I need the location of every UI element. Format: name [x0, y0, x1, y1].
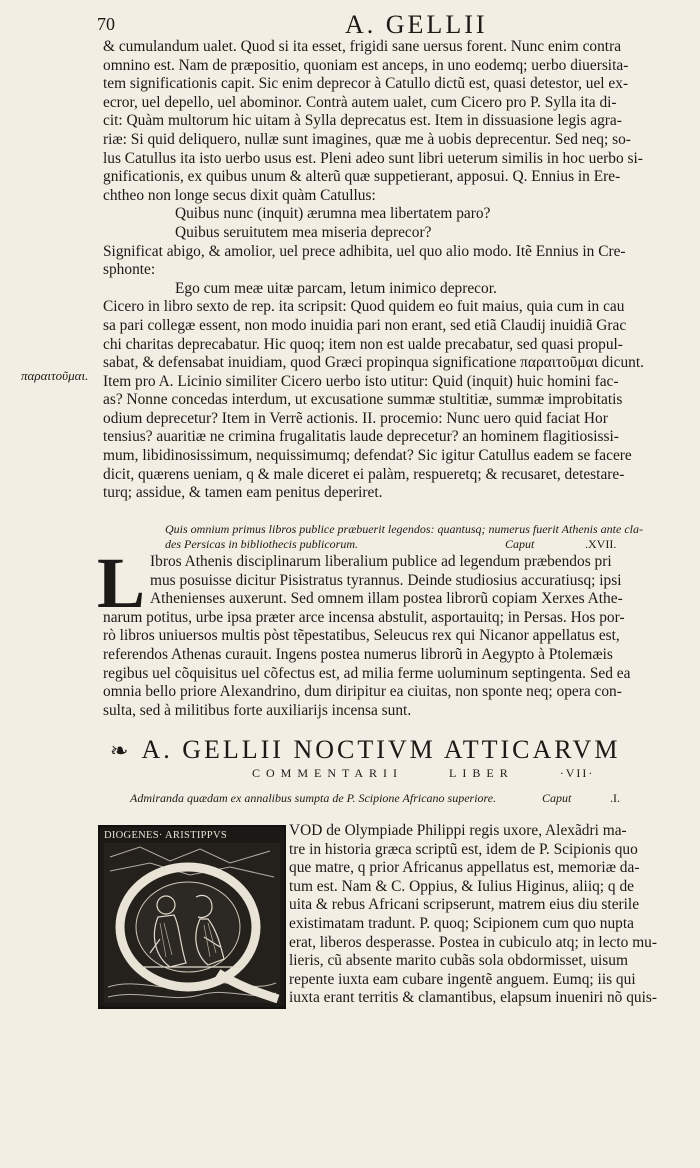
chapter-16-text [103, 38, 683, 503]
text-line: uita & rebus Africani scripserunt, matrem eius diu sterile [289, 896, 640, 914]
text-line: repente iuxta eam cubare ingentẽ anguem. Eumq; iis qui [289, 970, 636, 988]
text-line: Ibros Athenis disciplinarum liberalium publice ad legendum præbendos pri [150, 553, 612, 570]
woodcut-initial-q [98, 825, 286, 1009]
book-title [110, 735, 690, 765]
woodcut-label: DIOGENES· ARISTIPPVS [104, 830, 227, 841]
subtitle-word: LIBER [449, 766, 514, 780]
subtitle-word: ·VII· [559, 766, 595, 780]
text-line: referendos Athenas curauit. Ingens postea numerus librorũ in Aegypto à Ptolemæis [103, 645, 613, 663]
text-line: chtheo non longe secus dixit quàm Catullus: [103, 186, 376, 204]
text-line: turq; assidue, & tamen eam penitus deperiret. [103, 484, 383, 502]
fleuron-icon: ❧ [110, 738, 132, 763]
text-line: odium deprecetur? Item in Verrẽ actionis. II. procemio: Nunc uero quid faciat Hor [103, 409, 608, 427]
chapter-17-text [103, 553, 684, 720]
text-line: sabat, & defensabat inuidiam, quod Græci propinqua significatione παραιτοῦμαι dicunt. [103, 354, 644, 372]
text-line: lus Catullus ita isto uerbo usus est. Pleni adeo sunt libri ueterum similis in hoc uerbo si- [103, 149, 643, 167]
text-line: rò libros uniuersos multis pòst tẽpestatibus, Seleucus rex qui Nicanor appellatus est, [103, 627, 620, 645]
text-line: Cicero in libro sexto de rep. ita scripsit: Quod quidem eo fuit maius, quia cum in cau [103, 298, 625, 316]
text-line: Item pro A. Licinio similiter Cicero uerbo isto utitur: Quid (inquit) huic homini fac- [103, 372, 619, 390]
chapter-heading-line: des Persicas in bibliothecis publicorum. [165, 537, 358, 551]
verse-line: Ego cum meæ uitæ parcam, letum inimico deprecor. [175, 279, 497, 297]
running-head [97, 10, 687, 40]
text-line: lieris, cũ absente marito cubãs sola obdormisset, uisum [289, 952, 628, 970]
text-line: omnia bello priore Alexandrino, dum diripitur ea ciuitas, non sponte neq; opera con- [103, 683, 622, 701]
caput-label: Caput [505, 537, 535, 551]
chapter-17-heading [165, 522, 685, 552]
text-line: erat, liberos desperasse. Postea in cubiculo atq; in lecto mu- [289, 933, 657, 951]
verse-line: Quibus seruitutem mea miseria deprecor? [175, 223, 432, 241]
caput-label: Caput [542, 791, 572, 805]
text-line: as? Nonne concedas interdum, ut excusatione summæ stultitiæ, summæ improbitatis [103, 391, 623, 409]
page-number: 70 [97, 14, 115, 34]
greek-margin-note: παραιτοῦμαι. [21, 368, 89, 383]
chapter-heading-line: Admiranda quædam ex annalibus sumpta de P. Scipione Africano superiore. [130, 791, 497, 805]
text-line: mus posuisse dicitur Pisistratus tyrannus. Deinde studiosius accuratiusq; ipsi [150, 571, 622, 589]
book-title-text: A. GELLII NOCTIVM ATTICARVM [141, 735, 621, 764]
text-line: cit: Quàm multorum hic uitam à Sylla deprecatus est. Item in dissuasione legis agra- [103, 112, 622, 130]
subtitle-word: COMMENTARII [252, 766, 404, 780]
text-line: sa pari collegæ essent, non modo inuidia pari non erant, sed etiã Claudij inuidiã Grac [103, 316, 627, 334]
verse-line: Quibus nunc (inquit) ærumna mea libertatem paro? [175, 205, 491, 223]
text-line: dicit, quærens ueniam, q & male diceret ei palàm, respueretq; & recusaret, detestare- [103, 465, 625, 483]
text-line: VOD de Olympiade Philippi regis uxore, Alexãdri ma- [289, 822, 627, 839]
woodcut-illustration-icon [100, 827, 284, 1007]
text-line: chi charitas deprecabatur. Hic quoq; item non est ualde precabatur, sed quasi propul- [103, 335, 623, 353]
text-line: ecror, uel depello, uel abominor. Contrà autem ualet, cum Cicero pro P. Sylla ita di- [103, 93, 617, 111]
running-title: A. GELLII [345, 10, 488, 39]
text-line: & cumulandum ualet. Quod si ita esset, frigidi sane uersus forent. Nunc enim contra [103, 38, 622, 55]
chapter-1-text [289, 822, 685, 1008]
caput-number: .I. [610, 791, 620, 805]
text-line: sulta, sed à militibus forte auxiliarijs incensa sunt. [103, 701, 412, 719]
book-subtitle [252, 766, 692, 781]
text-line: riæ: Si quid deliquero, nullæ sunt imagines, quæ me à uobis deprecentur. Sed neq; so- [103, 130, 631, 148]
text-line: sphonte: [103, 261, 156, 279]
text-line: narum potitus, urbe ipsa præter arce incensa abstulit, asportauitq; in Persas. Hos por- [103, 608, 625, 626]
caput-number: .XVII. [585, 537, 617, 551]
text-line: Athenienses auxerunt. Sed omnem illam postea librorũ copiam Xerxes Athe- [150, 590, 623, 608]
text-line: mum, libidinosissimum, nequissimumq; defendat? Sic igitur Catullus eadem se facere [103, 447, 632, 465]
drop-cap-initial: L [97, 543, 146, 623]
text-line: tre in historia græca scriptũ est, idem de P. Scipionis quo [289, 840, 638, 858]
text-line: iuxta erant territis & clamantibus, elapsum inueniri nõ quis- [289, 989, 658, 1007]
text-line: omnino est. Nam de præpositio, quoniam est anceps, in uno eodemq; uerbo diuersita- [103, 56, 629, 74]
text-line: que matre, q prior Africanus appellatus est, memoriæ da- [289, 859, 640, 877]
text-line: regibus uel cõquisitus uel cõfectus est, ad milia ferme uoluminum septingenta. Sed ea [103, 664, 631, 682]
text-line: gnificationis, ex quibus unum & alterũ quæ suppetierant, apposui. Q. Ennius in Ere- [103, 168, 621, 186]
chapter-1-heading [130, 791, 690, 806]
text-line: tem significationis capit. Sic enim deprecor à Catullo dictũ est, quasi detestor, uel ex- [103, 75, 629, 93]
text-line: tensius? auaritiæ ne crimina frugalitatis laude deprecetur? an hominem flagitiosissi- [103, 428, 619, 446]
text-line: existimatam tradunt. P. quoq; Scipionem cum quo nupta [289, 914, 634, 932]
text-line: Significat abigo, & amolior, uel prece adhibita, uel quo alio modo. Itẽ Ennius in Cre- [103, 242, 626, 260]
chapter-heading-line: Quis omnium primus libros publice præbuerit legendos: quantusq; numerus fuerit Athenis ante cla- [165, 522, 643, 536]
text-line: tum est. Nam & C. Oppius, & Iulius Higinus, aliiq; q de [289, 877, 634, 895]
